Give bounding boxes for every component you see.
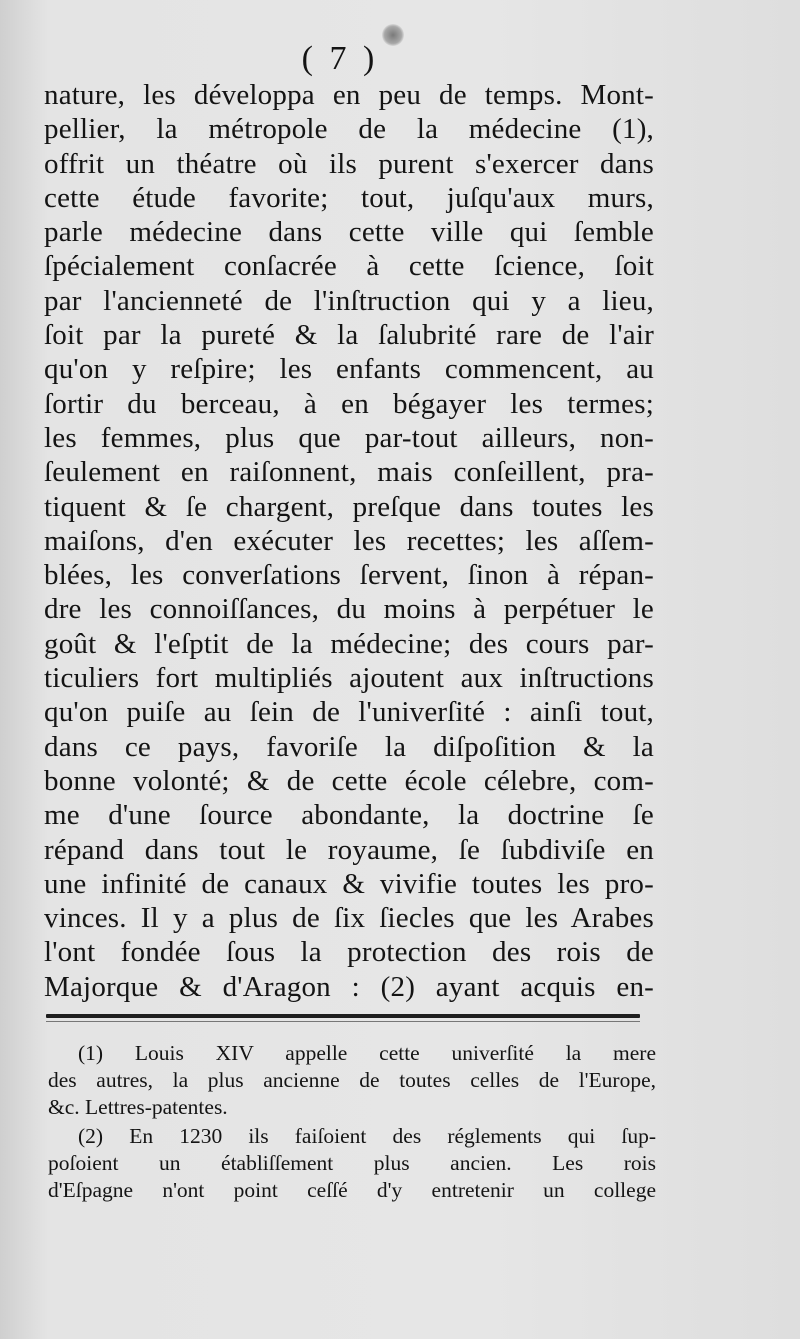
text-line: les femmes, plus que par-tout ailleurs, non- <box>44 421 654 454</box>
text-line: ticuliers fort multipliés ajoutent aux inſtructions <box>44 662 654 695</box>
footnote-2-line: poſoient un établiſſement plus ancien. Les rois <box>48 1151 656 1175</box>
text-line: ſortir du berceau, à en bégayer les termes; <box>44 387 654 420</box>
body-text <box>44 78 654 1004</box>
text-line: tiquent & ſe chargent, preſque dans toutes les <box>44 490 654 523</box>
footnote-1-line: (1) Louis XIV appelle cette univerſité la mere <box>78 1041 656 1065</box>
text-line: dans ce pays, favoriſe la diſpoſition & la <box>44 730 654 763</box>
footnote-2-line: d'Eſpagne n'ont point ceſſé d'y entretenir un college <box>48 1178 656 1202</box>
page-number: ( 7 ) <box>301 40 379 77</box>
footnote-1-line: des autres, la plus ancienne de toutes celles de l'Europe, <box>48 1068 656 1092</box>
footnote-2-line: (2) En 1230 ils faiſoient des réglements qui ſup- <box>78 1124 656 1148</box>
text-line: ſpécialement conſacrée à cette ſcience, ſoit <box>44 250 654 283</box>
text-line: goût & l'eſptit de la médecine; des cours par- <box>44 627 654 660</box>
text-line: maiſons, d'en exécuter les recettes; les aſſem- <box>44 524 654 557</box>
text-line: qu'on puiſe au ſein de l'univerſité : ainſi tout, <box>44 696 654 729</box>
footnotes <box>48 1040 656 1204</box>
text-line: parle médecine dans cette ville qui ſemble <box>44 216 654 249</box>
text-line: blées, les converſations ſervent, ſinon à répan- <box>44 559 654 592</box>
text-line: qu'on y reſpire; les enfants commencent, au <box>44 353 654 386</box>
text-line: offrit un théatre où ils purent s'exercer dans <box>44 147 654 180</box>
text-line: ſeulement en raiſonnent, mais conſeillent, pra- <box>44 456 654 489</box>
text-line: ſoit par la pureté & la ſalubrité rare de l'air <box>44 319 654 352</box>
text-line: répand dans tout le royaume, ſe ſubdiviſe en <box>44 833 654 866</box>
text-line: vinces. Il y a plus de ſix ſiecles que les Arabes <box>44 902 654 935</box>
text-line: nature, les développa en peu de temps. Mont- <box>44 79 654 111</box>
text-line: bonne volonté; & de cette école célebre, com- <box>44 764 654 797</box>
text-line: une infinité de canaux & vivifie toutes les pro- <box>44 867 654 900</box>
text-line: pellier, la métropole de la médecine (1), <box>44 113 654 146</box>
text-line: l'ont fondée ſous la protection des rois de <box>44 936 654 969</box>
footnote-1-line: &c. Lettres-patentes. <box>48 1095 228 1119</box>
footnote-rule <box>46 1014 640 1018</box>
text-line: cette étude favorite; tout, juſqu'aux murs, <box>44 181 654 214</box>
text-line: dre les connoiſſances, du moins à perpétuer le <box>44 593 654 626</box>
text-line: Majorque & d'Aragon : (2) ayant acquis en- <box>44 970 654 1003</box>
text-line: me d'une ſource abondante, la doctrine ſe <box>44 799 654 832</box>
text-line: par l'ancienneté de l'inſtruction qui y a lieu, <box>44 284 654 317</box>
footnote-rule-thin <box>46 1021 640 1022</box>
